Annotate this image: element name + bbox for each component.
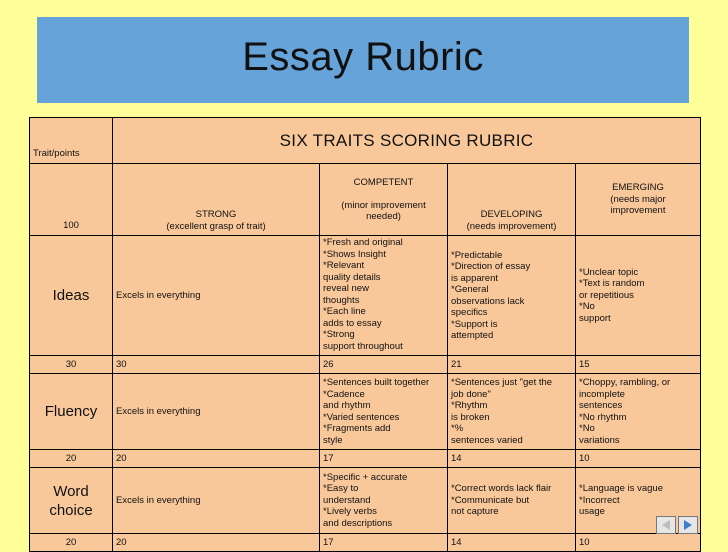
score-cell: 26	[320, 356, 448, 374]
table-row	[30, 236, 701, 356]
score-cell: 17	[320, 534, 448, 552]
score-cell: 20	[30, 534, 113, 552]
competent-cell: *Sentences built together *Cadence and rhythm *Varied sentences *Fragments add style	[320, 374, 448, 450]
rubric-heading: SIX TRAITS SCORING RUBRIC	[113, 118, 701, 164]
developing-cell: *Predictable *Direction of essay is apparent *General observations lack specifics *Support is attempted	[448, 236, 576, 356]
next-slide-icon	[679, 517, 697, 533]
competent-cell: *Specific + accurate *Easy to understand *Lively verbs and descriptions	[320, 468, 448, 534]
emerging-cell: *Language is vague *Incorrect usage	[576, 468, 701, 534]
level-competent	[320, 164, 448, 236]
level-strong	[113, 164, 320, 236]
score-row	[30, 450, 701, 468]
level-desc: (minor improvement needed)	[341, 199, 426, 222]
next-slide-button[interactable]	[678, 516, 698, 534]
score-cell: 14	[448, 450, 576, 468]
score-row	[30, 356, 701, 374]
slide-title: Essay Rubric	[242, 35, 484, 79]
prev-slide-button[interactable]	[656, 516, 676, 534]
table-row	[30, 468, 701, 534]
score-cell: 20	[113, 534, 320, 552]
points-header: 100	[30, 164, 113, 236]
trait-name: Ideas	[30, 236, 113, 356]
level-emerging	[576, 164, 701, 236]
score-cell: 10	[576, 534, 701, 552]
table-header-row	[30, 118, 701, 164]
strong-cell: Excels in everything	[113, 236, 320, 356]
trait-name: Fluency	[30, 374, 113, 450]
score-cell: 10	[576, 450, 701, 468]
table-row	[30, 374, 701, 450]
strong-cell: Excels in everything	[113, 374, 320, 450]
emerging-cell: *Choppy, rambling, or incomplete sentences *No rhythm *No variations	[576, 374, 701, 450]
corner-label: Trait/points	[30, 118, 113, 164]
score-cell: 14	[448, 534, 576, 552]
score-cell: 30	[113, 356, 320, 374]
level-desc: (needs major improvement	[610, 193, 666, 217]
score-cell: 30	[30, 356, 113, 374]
level-name: DEVELOPING	[480, 209, 543, 220]
strong-cell: Excels in everything	[113, 468, 320, 534]
score-row	[30, 534, 701, 552]
trait-name: Word choice	[30, 468, 113, 534]
level-developing	[448, 164, 576, 236]
emerging-cell: *Unclear topic *Text is random or repetitious *No support	[576, 236, 701, 356]
score-cell: 20	[113, 450, 320, 468]
competent-cell: *Fresh and original *Shows Insight *Relevant quality details reveal new thoughts *Each line adds to essay *Strong support throughout	[320, 236, 448, 356]
prev-slide-icon	[657, 517, 675, 533]
level-name: EMERGING	[612, 182, 664, 194]
score-cell: 17	[320, 450, 448, 468]
developing-cell: *Sentences just "get the job done" *Rhythm is broken *% sentences varied	[448, 374, 576, 450]
title-banner	[37, 17, 689, 103]
level-desc: (needs improvement)	[466, 220, 557, 232]
levels-row	[30, 164, 701, 236]
level-name: COMPETENT	[353, 176, 414, 188]
developing-cell: *Correct words lack flair *Communicate but not capture	[448, 468, 576, 534]
score-cell: 15	[576, 356, 701, 374]
level-desc: (excellent grasp of trait)	[166, 220, 266, 232]
score-cell: 20	[30, 450, 113, 468]
rubric-table	[29, 117, 701, 552]
level-name: STRONG	[195, 209, 237, 220]
score-cell: 21	[448, 356, 576, 374]
